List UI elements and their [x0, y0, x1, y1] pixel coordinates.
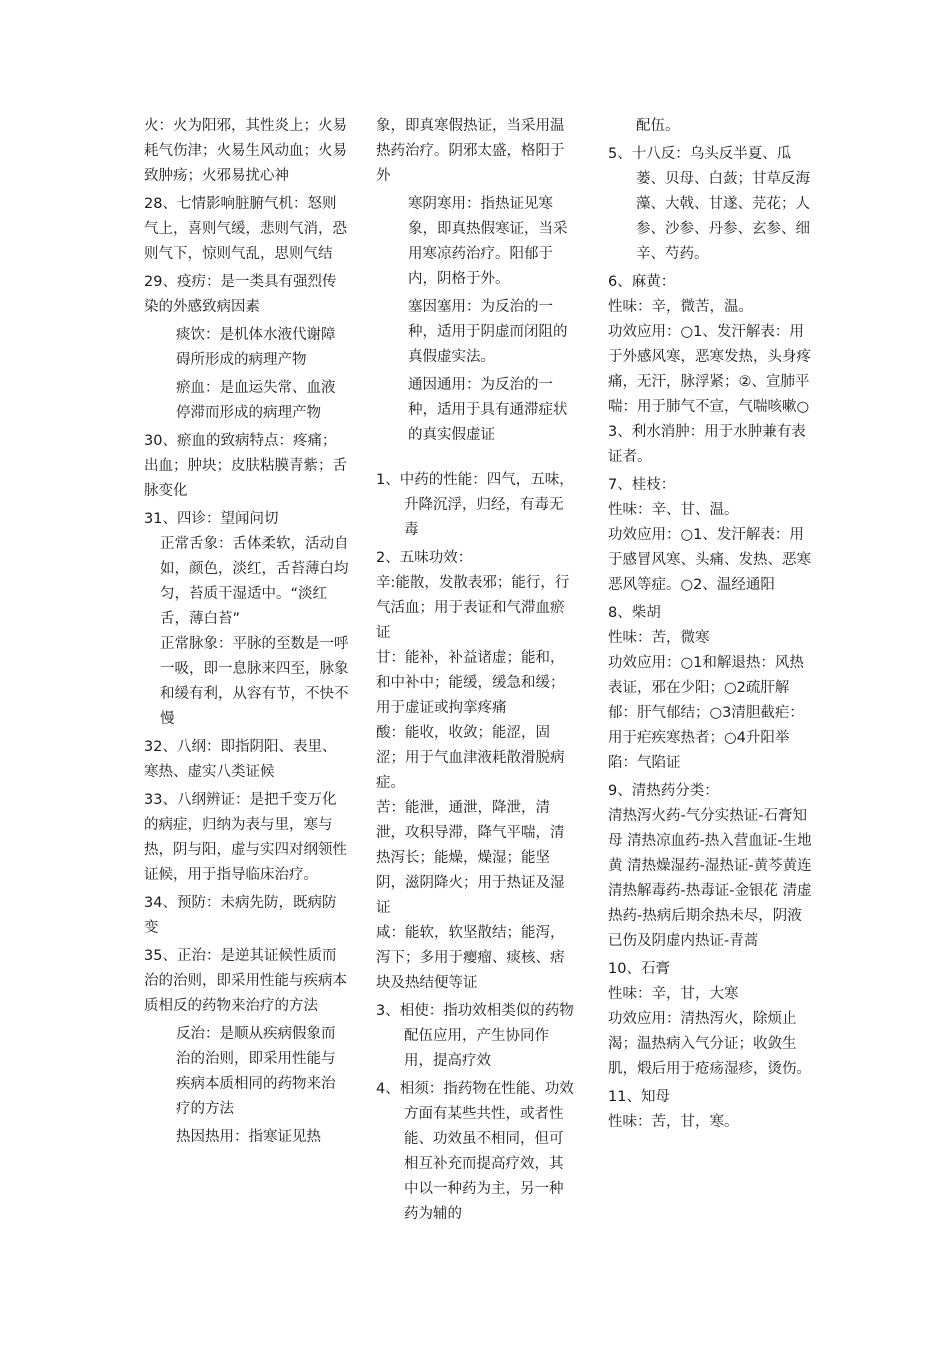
item-9-heat-clearing-categories: 9、清热药分类：	[608, 783, 719, 799]
paragraph-blood-stasis: 瘀血：是血运失常、血液停滞而形成的病理产物	[176, 380, 336, 421]
paragraph-phlegm: 痰饮：是机体水液代谢障碍所形成的病理产物	[176, 327, 336, 368]
paragraph-true-cold-false-heat: 象，即真寒假热证，当采用温热药治疗。阴邪太盛，格阳于外	[376, 118, 565, 184]
item-11-anemarrhena: 11、知母	[608, 1089, 670, 1105]
column-right	[608, 114, 813, 1135]
item-5-eighteen-incompatibilities: 5、十八反：乌头反半夏、瓜蒌、贝母、白蔹；甘草反海藻、大戟、甘遂、芫花；人参、沙参、丹参、玄参、细辛、芍药。	[608, 146, 810, 262]
paragraph-blocking-for-blocking: 塞因塞用：为反治的一种，适用于阴虚而闭阻的真假虚实法。	[408, 299, 568, 365]
item-33-eight-principles-diagnosis: 33、八纲辨证：是把千变万化的病症，归纳为表与里，寒与热，阴与阳，虚与实四对纲领性证候，用于指导临床治疗。	[144, 792, 347, 883]
gypsum-function: 功效应用：清热泻火，除烦止渴；温热病入气分证；收敛生肌，煅后用于疮疡湿疹，烫伤。	[608, 1011, 811, 1077]
item-35-routine-treatment: 35、正治：是逆其证候性质而治的治则，即采用性能与疾病本质相反的药物来治疗的方法	[144, 948, 347, 1014]
column-left	[144, 114, 349, 1150]
item-31-four-diagnosis: 31、四诊：望闻问切	[144, 511, 279, 527]
bupleurum-property: 性味：苦，微寒	[608, 630, 710, 646]
item-6-ephedra: 6、麻黄：	[608, 274, 676, 290]
item-28-emotions: 28、七情影响脏腑气机：怒则气上，喜则气缓，悲则气消，恐则气下，惊则气乱，思则气结	[144, 196, 347, 262]
anemarrhena-property: 性味：苦，甘，寒。	[608, 1114, 739, 1130]
ephedra-property: 性味：辛，微苦，温。	[608, 299, 753, 315]
item-2-five-flavors: 2、五味功效：	[376, 550, 473, 566]
cinnamon-twig-function: 功效应用：○1、发汗解表：用于感冒风寒、头痛、发热、恶寒恶风等症。○2、温经通阳	[608, 527, 811, 593]
item-10-gypsum: 10、石膏	[608, 961, 670, 977]
item-30-blood-stasis-features: 30、瘀血的致病特点：疼痛；出血；肿块；皮肤粘膜青紫；舌脉变化	[144, 433, 347, 499]
item-1-herb-properties: 1、中药的性能：四气，五味，升降沉浮，归经，有毒无毒	[376, 472, 574, 538]
paragraph-salty: 咸：能软，软坚散结；能泻，泻下；多用于瘿瘤、痰核、痞块及热结便等证	[376, 925, 565, 991]
paragraph-bitter: 苦：能泄，通泄，降泄，清泄，攻积导滞，降气平喘，清热泻长；能燥，燥湿；能坚阴，滋阴降火；用于热证及湿证	[376, 800, 565, 916]
paragraph-cold-for-cold: 寒阴寒用：指热证见寒象，即真热假寒证，当采用寒凉药治疗。阳郁于内，阴格于外。	[408, 196, 568, 287]
heat-clearing-categories-list: 清热泻火药-气分实热证-石膏知母 清热凉血药-热入营血证-生地黄 清热燥湿药-湿热证-黄芩黄连 清热解毒药-热毒证-金银花 清虚热药-热病后期余热未尽，阴液已伤及阴虚内热证-青蒿	[608, 808, 812, 949]
item-3-mutual-assistance: 3、相使：指功效相类似的药物配伍应用，产生协同作用，提高疗效	[376, 1003, 574, 1069]
item-32-eight-principles: 32、八纲：即指阴阳、表里、寒热、虚实八类证候	[144, 739, 337, 780]
item-8-bupleurum: 8、柴胡	[608, 605, 661, 621]
paragraph-compatibility: 配伍。	[636, 118, 680, 134]
cinnamon-twig-property: 性味：辛、甘、温。	[608, 502, 739, 518]
ephedra-function: 功效应用：○1、发汗解表：用于外感风寒，恶寒发热，头身疼痛，无汗，脉浮紧；②、宣肺平喘：用于肺气不宣，气喘咳嗽○3、利水消肿：用于水肿兼有表证者。	[608, 324, 811, 465]
paragraph-heat-for-heat: 热因热用：指寒证见热	[176, 1129, 321, 1145]
bupleurum-function: 功效应用：○1和解退热：风热表证，邪在少阳；○2疏肝解郁：肝气郁结；○3清胆截疟：用于疟疾寒热者；○4升阳举陷：气陷证	[608, 655, 804, 771]
item-7-cinnamon-twig: 7、桂枝：	[608, 477, 676, 493]
gypsum-property: 性味：辛，甘，大寒	[608, 986, 739, 1002]
column-middle	[376, 114, 574, 1227]
paragraph-normal-pulse: 正常脉象：平脉的至数是一呼一吸，即一息脉来四至，脉象和缓有利，从容有节，不快不慢	[160, 636, 349, 727]
paragraph-pungent: 辛:能散，发散表邪；能行，行气活血；用于表证和气滞血瘀证	[376, 575, 570, 641]
paragraph-fire: 火：火为阳邪，其性炎上；火易耗气伤津；火易生风动血；火易致肿疡；火邪易扰心神	[144, 118, 347, 184]
paragraph-normal-tongue: 正常舌象：舌体柔软，活动自如，颜色，淡红，舌苔薄白均匀，苔质干湿适中。“淡红舌，薄白苔”	[160, 536, 349, 627]
paragraph-sweet: 甘：能补，补益诸虚；能和，和中补中；能缓，缓急和缓；用于虚证或拘挛疼痛	[376, 650, 565, 716]
paragraph-paradoxical-treatment: 反治：是顺从疾病假象而治的治则，即采用性能与疾病本质相同的药物来治疗的方法	[176, 1026, 336, 1117]
item-4-mutual-reinforcement: 4、相须：指药物在性能、功效方面有某些共性，或者性能、功效虽不相同，但可相互补充而提高疗效，其中以一种药为主，另一种药为辅的	[376, 1081, 574, 1222]
item-29-epidemic: 29、疫疠：是一类具有强烈传染的外感致病因素	[144, 274, 337, 315]
paragraph-flowing-for-flowing: 通因通用：为反治的一种，适用于具有通滞症状的真实假虚证	[408, 377, 568, 443]
paragraph-sour: 酸：能收，收敛；能涩，固涩；用于气血津液耗散滑脱病症。	[376, 725, 565, 791]
item-34-prevention: 34、预防：未病先防，既病防变	[144, 895, 337, 936]
